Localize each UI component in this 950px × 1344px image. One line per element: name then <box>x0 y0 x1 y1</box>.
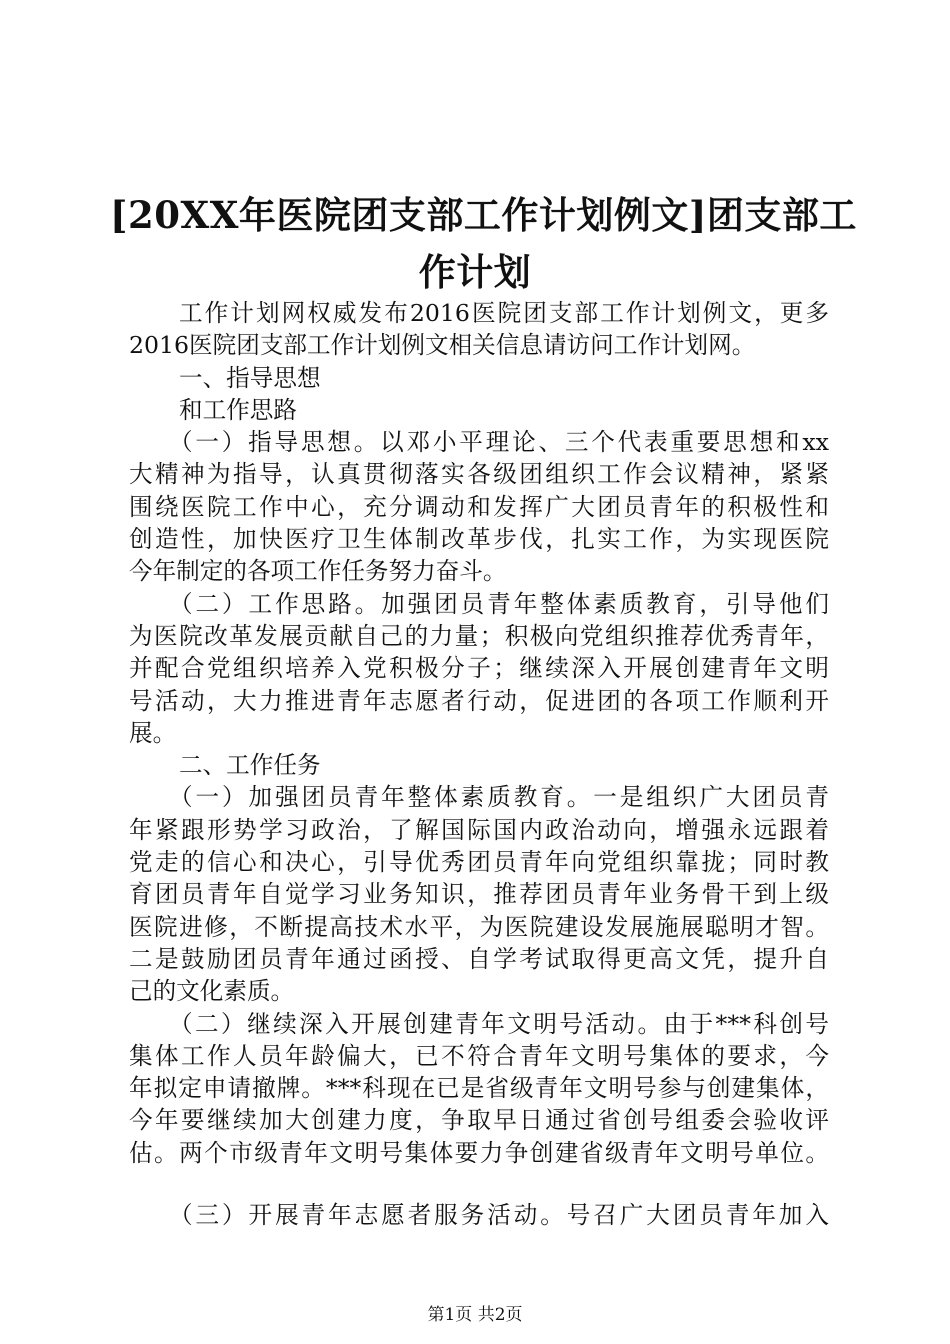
paragraph-line: 党走的信心和决心，引导优秀团员青年向党组织靠拢；同时教 <box>129 848 829 877</box>
paragraph-line: （二）工作思路。加强团员青年整体素质教育，引导他们 <box>169 589 829 618</box>
paragraph-line: 年拟定申请撤牌。***科现在已是省级青年文明号参与创建集体， <box>129 1074 829 1103</box>
paragraph-line: 己的文化素质。 <box>129 977 295 1006</box>
paragraph-line: （二）继续深入开展创建青年文明号活动。由于***科创号 <box>169 1009 829 1038</box>
paragraph-line: （一）指导思想。以邓小平理论、三个代表重要思想和xx <box>169 428 829 457</box>
paragraph-line: 并配合党组织培养入党积极分子；继续深入开展创建青年文明 <box>129 654 829 683</box>
paragraph-line: 创造性，加快医疗卫生体制改革步伐，扎实工作，为实现医院 <box>129 525 829 554</box>
paragraph-line: 围绕医院工作中心，充分调动和发挥广大团员青年的积极性和 <box>129 492 829 521</box>
document-body <box>129 297 829 1231</box>
paragraph-line: 估。两个市级青年文明号集体要力争创建省级青年文明号单位。 <box>129 1138 829 1167</box>
paragraph-line: 今年要继续加大创建力度，争取早日通过省创号组委会验收评 <box>129 1106 829 1135</box>
paragraph-line: 今年制定的各项工作任务努力奋斗。 <box>129 557 507 586</box>
paragraph-gap <box>129 1169 829 1199</box>
paragraph-line: 集体工作人员年龄偏大，已不符合青年文明号集体的要求，今 <box>129 1041 829 1070</box>
paragraph-line: 医院进修，不断提高技术水平，为医院建设发展施展聪明才智。 <box>129 912 829 941</box>
paragraph-line: （三）开展青年志愿者服务活动。号召广大团员青年加入 <box>169 1201 829 1230</box>
document-title-line-1: [20XX年医院团支部工作计划例文]团支部工 <box>110 193 857 237</box>
section-heading: 一、指导思想 <box>179 363 321 392</box>
paragraph-line: 为医院改革发展贡献自己的力量；积极向党组织推荐优秀青年， <box>129 621 829 650</box>
paragraph-line: 大精神为指导，认真贯彻落实各级团组织工作会议精神，紧紧 <box>129 460 829 489</box>
paragraph-line: 号活动，大力推进青年志愿者行动，促进团的各项工作顺利开 <box>129 686 829 715</box>
paragraph-line: 2016医院团支部工作计划例文相关信息请访问工作计划网。 <box>129 331 756 360</box>
paragraph-line: 二是鼓励团员青年通过函授、自学考试取得更高文凭，提升自 <box>129 944 829 973</box>
paragraph-line: 工作计划网权威发布2016医院团支部工作计划例文，更多 <box>179 299 829 327</box>
page-footer: 第1页 共2页 <box>427 1305 523 1325</box>
section-heading: 二、工作任务 <box>179 751 321 780</box>
paragraph-line: 育团员青年自觉学习业务知识，推荐团员青年业务骨干到上级 <box>129 880 829 909</box>
paragraph-line: 年紧跟形势学习政治，了解国际国内政治动向，增强永远跟着 <box>129 815 829 844</box>
paragraph-line: 展。 <box>129 718 177 747</box>
paragraph-line: （一）加强团员青年整体素质教育。一是组织广大团员青 <box>169 783 829 812</box>
document-title-line-2: 作计划 <box>418 250 532 294</box>
section-heading-continued: 和工作思路 <box>179 395 297 424</box>
